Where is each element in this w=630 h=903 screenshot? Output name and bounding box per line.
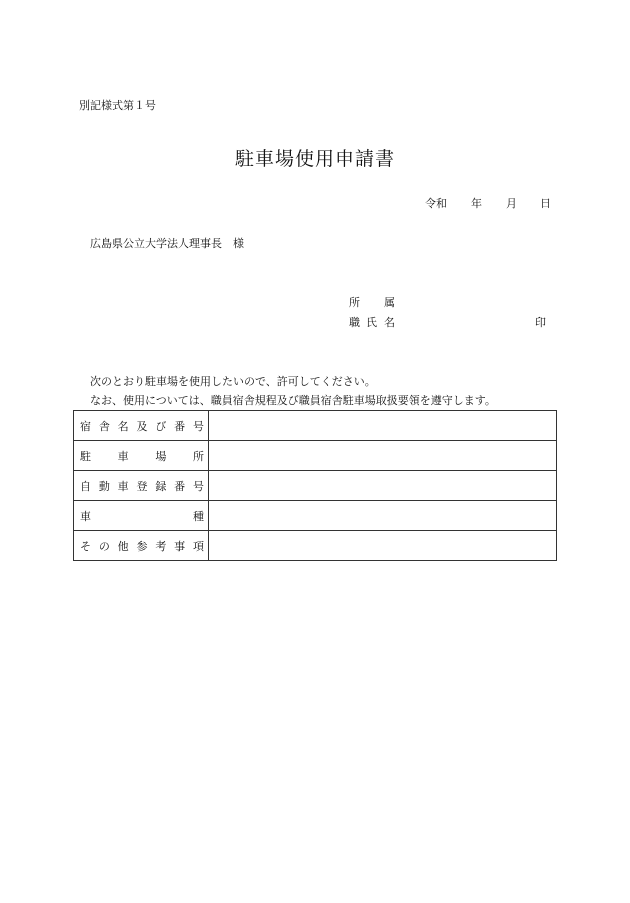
- row-label-dormitory: [74, 411, 209, 441]
- name-label-3: 名: [384, 316, 395, 329]
- table-row: [74, 411, 557, 441]
- request-sentence: 次のとおり駐車場を使用したいので、許可してください。: [90, 375, 376, 388]
- label-char: 事: [174, 539, 186, 553]
- application-table: [73, 410, 557, 561]
- label-char: び: [155, 419, 167, 433]
- table-row: [74, 501, 557, 531]
- label-char: 録: [155, 479, 167, 493]
- label-char: 舎: [98, 419, 110, 433]
- addressee: 広島県公立大学法人理事長 様: [90, 237, 244, 250]
- label-char: 参: [136, 539, 148, 553]
- compliance-sentence: なお、使用については、職員宿舎規程及び職員宿舎駐車場取扱要領を遵守します。: [90, 394, 496, 407]
- label-char: 他: [117, 539, 129, 553]
- label-char: 所: [192, 449, 204, 463]
- value-vehicle-type[interactable]: [209, 501, 557, 531]
- name-label-2: 氏: [366, 316, 377, 329]
- date-year: 年: [471, 197, 482, 210]
- label-char: 名: [117, 419, 129, 433]
- date-day: 日: [540, 197, 551, 210]
- label-char: 号: [192, 479, 204, 493]
- label-char: 車: [117, 449, 129, 463]
- label-char: 番: [174, 419, 186, 433]
- label-char: そ: [80, 539, 91, 553]
- label-char: 自: [80, 479, 91, 493]
- label-char: 動: [98, 479, 110, 493]
- seal-mark: 印: [535, 316, 546, 329]
- label-char: 号: [192, 419, 204, 433]
- label-char: 項: [192, 539, 204, 553]
- name-label-1: 職: [349, 316, 360, 329]
- row-label-other-notes: [74, 531, 209, 561]
- label-char: 及: [136, 419, 148, 433]
- table-row: [74, 471, 557, 501]
- label-char: 駐: [80, 449, 91, 463]
- document-title: 駐車場使用申請書: [234, 148, 395, 170]
- label-char: 番: [174, 479, 186, 493]
- date-month: 月: [506, 197, 517, 210]
- date-era: 令和: [425, 197, 447, 210]
- label-char: の: [98, 539, 110, 553]
- label-char: 登: [136, 479, 148, 493]
- affiliation-label-2: 属: [384, 296, 395, 309]
- label-char: 場: [155, 449, 167, 463]
- row-label-registration-number: [74, 471, 209, 501]
- label-char: 宿: [80, 419, 91, 433]
- value-parking-location[interactable]: [209, 441, 557, 471]
- value-dormitory[interactable]: [209, 411, 557, 441]
- label-char: 車: [80, 509, 91, 523]
- value-registration-number[interactable]: [209, 471, 557, 501]
- label-char: 考: [155, 539, 167, 553]
- label-char: 車: [117, 479, 129, 493]
- form-number: 別記様式第１号: [79, 99, 156, 112]
- row-label-vehicle-type: [74, 501, 209, 531]
- label-char: 種: [193, 509, 204, 523]
- affiliation-label-1: 所: [349, 296, 360, 309]
- table-row: [74, 531, 557, 561]
- table-row: [74, 441, 557, 471]
- row-label-parking-location: [74, 441, 209, 471]
- value-other-notes[interactable]: [209, 531, 557, 561]
